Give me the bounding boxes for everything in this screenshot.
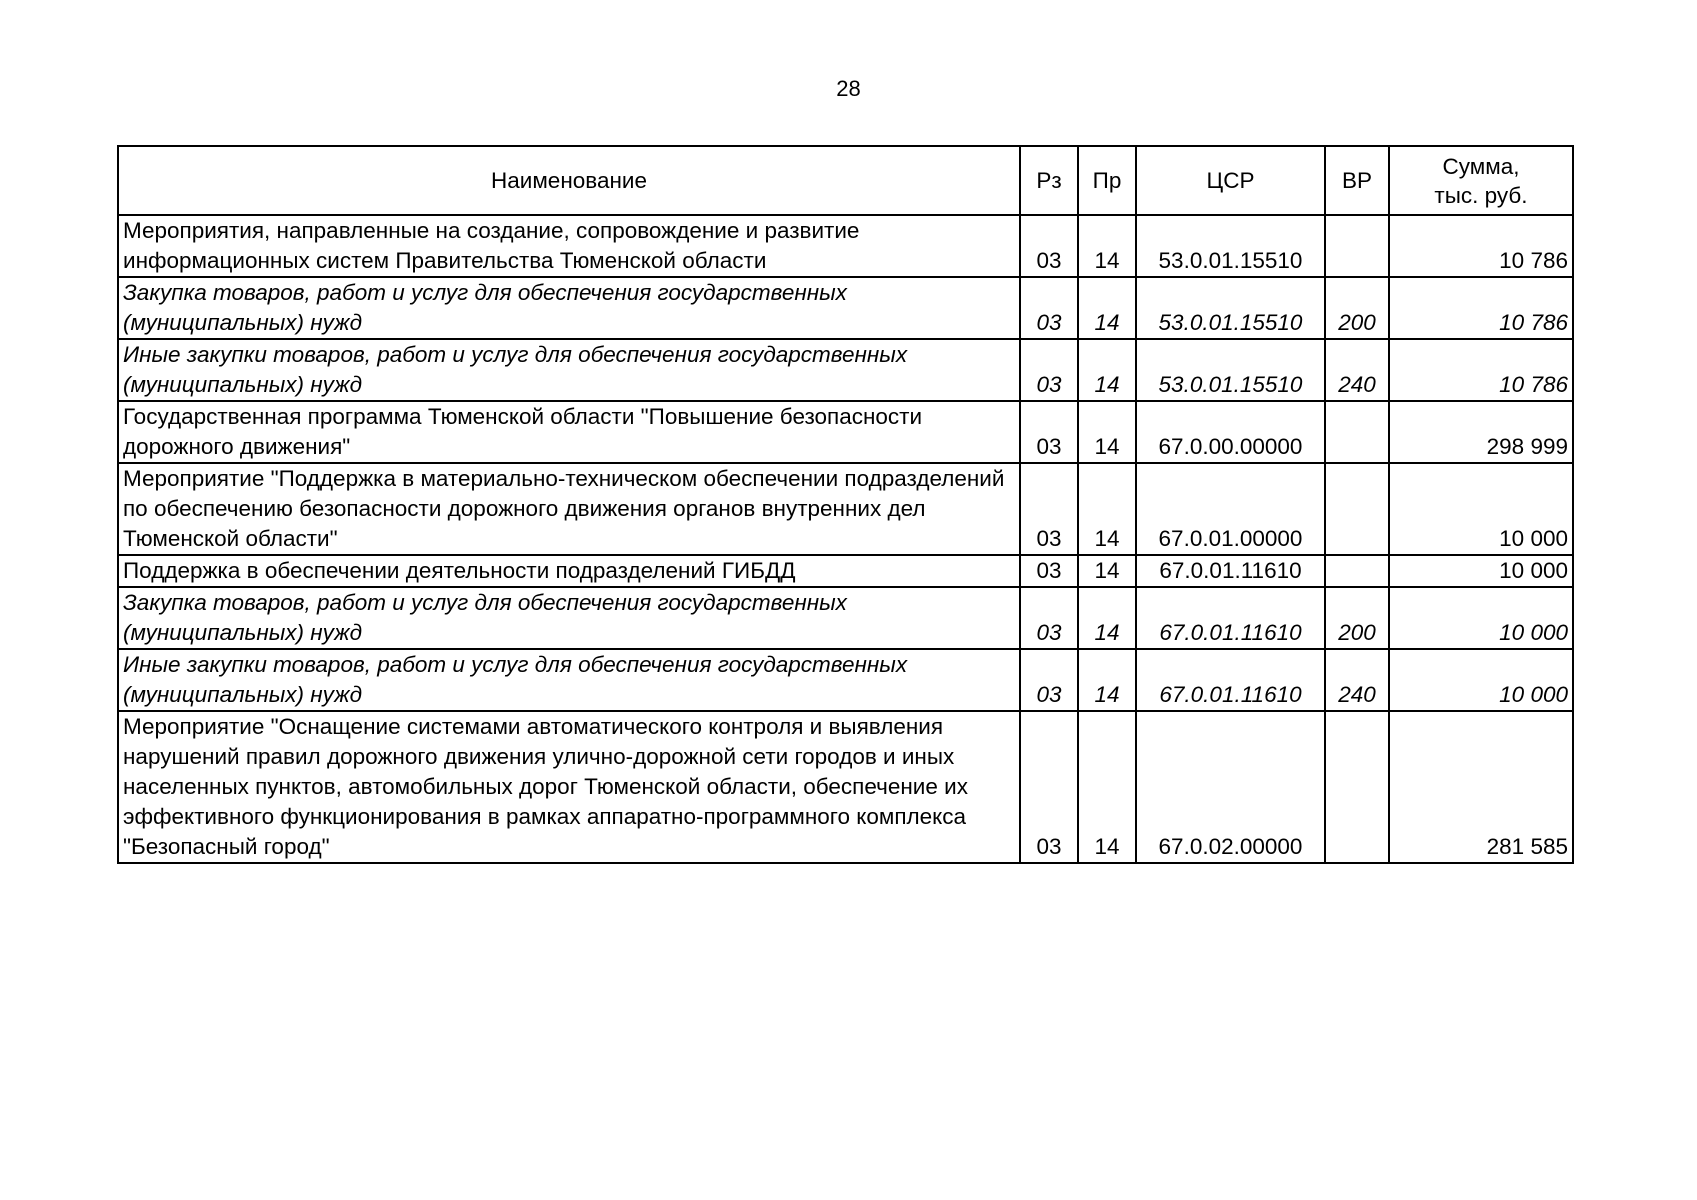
- cell-pr: 14: [1078, 711, 1136, 863]
- cell-sum: 298 999: [1389, 401, 1573, 463]
- table-row: [118, 215, 1573, 277]
- budget-table: [117, 145, 1574, 864]
- cell-vr: [1325, 401, 1389, 463]
- cell-csr: 67.0.00.00000: [1136, 401, 1325, 463]
- header-sum-line1: Сумма,: [1442, 153, 1520, 179]
- header-pr: Пр: [1078, 146, 1136, 215]
- header-vr: ВР: [1325, 146, 1389, 215]
- header-csr: ЦСР: [1136, 146, 1325, 215]
- table-row: [118, 339, 1573, 401]
- cell-pr: 14: [1078, 555, 1136, 587]
- cell-sum: 10 000: [1389, 463, 1573, 555]
- cell-pr: 14: [1078, 649, 1136, 711]
- table-header-row: [118, 146, 1573, 215]
- table-row: [118, 649, 1573, 711]
- table-row: [118, 711, 1573, 863]
- cell-name: Закупка товаров, работ и услуг для обеспечения государственных (муниципальных) нужд: [118, 587, 1020, 649]
- cell-name: Мероприятие "Поддержка в материально-техническом обеспечении подразделений по обеспечению безопасности дорожного движения органов внутренних дел Тюменской области": [118, 463, 1020, 555]
- cell-csr: 67.0.01.11610: [1136, 649, 1325, 711]
- table-body: [118, 215, 1573, 863]
- cell-vr: 200: [1325, 277, 1389, 339]
- table-row: [118, 401, 1573, 463]
- cell-csr: 67.0.01.00000: [1136, 463, 1325, 555]
- table-row: [118, 463, 1573, 555]
- cell-csr: 53.0.01.15510: [1136, 215, 1325, 277]
- table-row: [118, 555, 1573, 587]
- cell-vr: [1325, 555, 1389, 587]
- cell-csr: 53.0.01.15510: [1136, 277, 1325, 339]
- cell-sum: 10 000: [1389, 587, 1573, 649]
- cell-rz: 03: [1020, 587, 1078, 649]
- cell-pr: 14: [1078, 277, 1136, 339]
- cell-sum: 10 786: [1389, 215, 1573, 277]
- cell-rz: 03: [1020, 277, 1078, 339]
- cell-rz: 03: [1020, 649, 1078, 711]
- cell-sum: 10 000: [1389, 649, 1573, 711]
- cell-name: Государственная программа Тюменской области "Повышение безопасности дорожного движения": [118, 401, 1020, 463]
- cell-rz: 03: [1020, 339, 1078, 401]
- header-sum: [1389, 146, 1573, 215]
- cell-pr: 14: [1078, 401, 1136, 463]
- cell-rz: 03: [1020, 215, 1078, 277]
- cell-pr: 14: [1078, 215, 1136, 277]
- cell-rz: 03: [1020, 711, 1078, 863]
- table-row: [118, 277, 1573, 339]
- cell-vr: 240: [1325, 339, 1389, 401]
- cell-csr: 53.0.01.15510: [1136, 339, 1325, 401]
- cell-sum: 10 000: [1389, 555, 1573, 587]
- header-sum-line2: тыс. руб.: [1434, 182, 1528, 208]
- cell-rz: 03: [1020, 555, 1078, 587]
- cell-vr: 240: [1325, 649, 1389, 711]
- cell-vr: [1325, 463, 1389, 555]
- cell-sum: 10 786: [1389, 277, 1573, 339]
- cell-sum: 281 585: [1389, 711, 1573, 863]
- cell-csr: 67.0.01.11610: [1136, 555, 1325, 587]
- cell-pr: 14: [1078, 463, 1136, 555]
- cell-name: Иные закупки товаров, работ и услуг для обеспечения государственных (муниципальных) нужд: [118, 649, 1020, 711]
- page-number: 28: [836, 76, 861, 101]
- cell-vr: [1325, 711, 1389, 863]
- cell-csr: 67.0.01.11610: [1136, 587, 1325, 649]
- cell-pr: 14: [1078, 339, 1136, 401]
- cell-name: Закупка товаров, работ и услуг для обеспечения государственных (муниципальных) нужд: [118, 277, 1020, 339]
- cell-name: Мероприятия, направленные на создание, сопровождение и развитие информационных систем Правительства Тюменской области: [118, 215, 1020, 277]
- cell-vr: [1325, 215, 1389, 277]
- cell-rz: 03: [1020, 401, 1078, 463]
- cell-pr: 14: [1078, 587, 1136, 649]
- cell-name: Поддержка в обеспечении деятельности подразделений ГИБДД: [118, 555, 1020, 587]
- cell-csr: 67.0.02.00000: [1136, 711, 1325, 863]
- cell-name: Иные закупки товаров, работ и услуг для обеспечения государственных (муниципальных) нужд: [118, 339, 1020, 401]
- cell-name: Мероприятие "Оснащение системами автоматического контроля и выявления нарушений правил дорожного движения улично-дорожной сети городов и иных населенных пунктов, автомобильных дорог Тюменской области, обеспечение их эффективного функционирования в рамках аппаратно-программного комплекса "Безопасный город": [118, 711, 1020, 863]
- cell-sum: 10 786: [1389, 339, 1573, 401]
- table-row: [118, 587, 1573, 649]
- cell-rz: 03: [1020, 463, 1078, 555]
- header-rz: Рз: [1020, 146, 1078, 215]
- cell-vr: 200: [1325, 587, 1389, 649]
- header-name: Наименование: [118, 146, 1020, 215]
